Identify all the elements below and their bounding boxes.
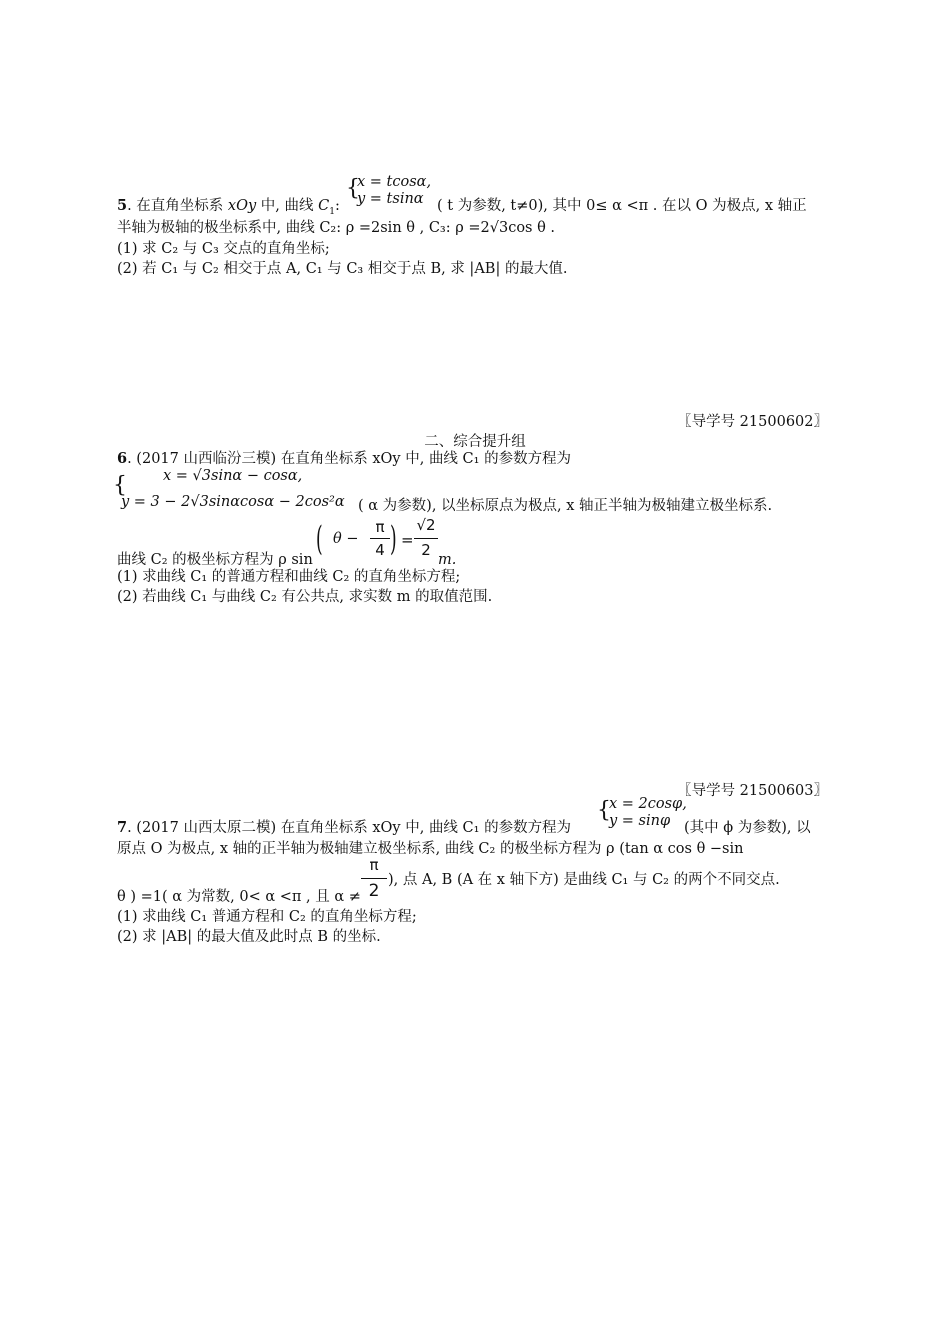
q7-line1	[117, 819, 571, 837]
q6-line1	[117, 450, 571, 468]
left-paren-icon: (	[316, 519, 323, 559]
q5-system-line1: x = tcosα,	[357, 174, 432, 190]
q6-m: m.	[438, 552, 457, 568]
q7-line3: θ ) =1( α 为常数, 0< α <π , 且 α ≠	[117, 889, 361, 905]
left-brace-icon: {	[113, 473, 127, 498]
q6-part1: (1) 求曲线 C₁ 的普通方程和曲线 C₂ 的直角坐标方程;	[117, 569, 461, 585]
q5-number: 5	[117, 197, 128, 214]
q6-system-line1: x = √3sinα − cosα,	[163, 468, 303, 484]
left-brace-icon: {	[346, 176, 360, 201]
q7-part2: (2) 求 |AB| 的最大值及此时点 B 的坐标.	[117, 929, 381, 945]
q7-pi: π	[369, 856, 379, 874]
q7-line1-tail: (其中 ϕ 为参数), 以	[684, 820, 811, 836]
q6-fraction-bar-2	[414, 538, 438, 539]
q7-intro: . (2017 山西太原二模) 在直角坐标系 xOy 中, 曲线 C₁ 的参数方程为	[127, 820, 572, 836]
q6-line3: 曲线 C₂ 的极坐标方程为 ρ sin	[117, 552, 313, 568]
q5-colon: :	[334, 198, 340, 214]
q7-fraction-bar	[361, 878, 387, 879]
q5-reference-number: 〖导学号 21500602〗	[677, 414, 828, 430]
q6-two: 2	[421, 541, 431, 559]
q5-system-line2: y = tsinα	[357, 191, 424, 207]
q7-line2: 原点 O 为极点, x 轴的正半轴为极轴建立极坐标系, 曲线 C₂ 的极坐标方程为 ρ (tan α cos θ −sin	[117, 841, 744, 857]
q5-intro-b: 中, 曲线	[256, 198, 319, 214]
q5-curve-c1-sub: 1	[329, 206, 335, 217]
q6-pi: π	[375, 518, 385, 536]
q6-line2-tail: ( α 为参数), 以坐标原点为极点, x 轴正半轴为极轴建立极坐标系.	[358, 498, 773, 514]
q6-sqrt2: √2	[416, 516, 436, 534]
q7-part1: (1) 求曲线 C₁ 普通方程和 C₂ 的直角坐标方程;	[117, 909, 417, 925]
q5-part2: (2) 若 C₁ 与 C₂ 相交于点 A, C₁ 与 C₃ 相交于点 B, 求 |AB| 的最大值.	[117, 261, 568, 277]
right-paren-icon: )	[390, 519, 397, 559]
q7-number: 7	[117, 819, 128, 836]
q6-number: 6	[117, 450, 128, 467]
q5-part1: (1) 求 C₂ 与 C₃ 交点的直角坐标;	[117, 241, 330, 257]
left-brace-icon: {	[597, 798, 611, 823]
q6-part2: (2) 若曲线 C₁ 与曲线 C₂ 有公共点, 求实数 m 的取值范围.	[117, 589, 493, 605]
q5-intro: . 在直角坐标系	[127, 198, 228, 214]
q6-reference-number: 〖导学号 21500603〗	[677, 783, 828, 799]
q5-line1	[117, 197, 340, 221]
q5-line2: 半轴为极轴的极坐标系中, 曲线 C₂: ρ =2sin θ , C₃: ρ =2√3cos θ .	[117, 220, 556, 236]
q5-line1-tail: ( t 为参数, t≠0), 其中 0≤ α <π . 在以 O 为极点, x 轴正	[437, 198, 807, 214]
q6-four: 4	[375, 541, 385, 559]
q5-coord-system: xOy	[227, 198, 257, 214]
q7-system-line2: y = sinφ	[609, 813, 671, 829]
q7-two: 2	[368, 881, 380, 901]
q6-intro: . (2017 山西临汾三模) 在直角坐标系 xOy 中, 曲线 C₁ 的参数方程为	[127, 451, 572, 467]
q6-fraction-bar	[370, 538, 390, 539]
q7-system-line1: x = 2cosφ,	[609, 796, 687, 812]
q5-curve-c1: C	[318, 198, 330, 214]
q7-line3-tail: ), 点 A, B (A 在 x 轴下方) 是曲线 C₁ 与 C₂ 的两个不同交点.	[388, 872, 780, 888]
q6-theta-minus: θ −	[333, 531, 359, 547]
section-title: 二、综合提升组	[424, 434, 526, 450]
q6-equals: =	[401, 531, 414, 549]
q6-system-line2: y = 3 − 2√3sinαcosα − 2cos²α	[121, 494, 345, 510]
